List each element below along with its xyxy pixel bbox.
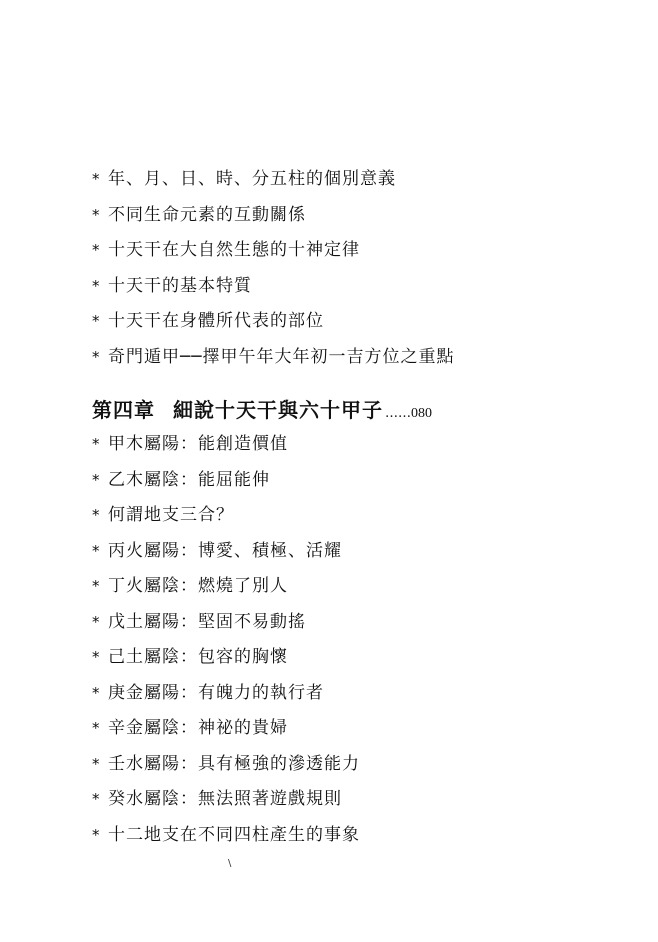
list-item-text: 奇門遁甲──擇甲午年大年初一吉方位之重點	[108, 346, 455, 367]
chapter-number: 第四章	[92, 398, 155, 422]
list-item-text: 年、月、日、時、分五柱的個別意義	[108, 169, 396, 189]
chapter-title: 細說十天干與六十甲子	[173, 398, 383, 422]
list-item	[92, 747, 360, 783]
bullet: *	[92, 612, 101, 631]
list-item	[92, 340, 454, 376]
list-item	[92, 676, 360, 712]
list-item-text: 十二地支在不同四柱產生的事象	[108, 824, 360, 845]
list-item-text: 壬水屬陽：具有極強的滲透能力	[108, 753, 360, 774]
bullet: *	[92, 577, 101, 595]
list-item	[92, 534, 360, 570]
contents-list-chapter	[92, 427, 360, 853]
list-item	[92, 605, 360, 641]
list-item-text: 庚金屬陽：有魄力的執行者	[108, 682, 324, 703]
bullet: *	[92, 205, 101, 224]
list-item-text: 丁火屬陰：燃燒了別人	[108, 576, 288, 596]
list-item	[92, 198, 454, 234]
list-item	[92, 304, 454, 340]
list-item-text: 丙火屬陽：博愛、積極、活耀	[108, 540, 342, 561]
list-item	[92, 711, 360, 747]
bullet: *	[92, 347, 101, 366]
bullet: *	[92, 541, 101, 560]
chapter-heading	[92, 392, 432, 428]
bullet: *	[92, 683, 101, 702]
bullet: *	[92, 648, 101, 666]
list-item	[92, 782, 360, 818]
list-item-text: 十天干在大自然生態的十神定律	[108, 240, 360, 260]
bullet: *	[92, 170, 101, 188]
list-item	[92, 498, 360, 534]
bullet: *	[92, 241, 101, 259]
bullet: *	[92, 470, 101, 489]
list-item-text: 戊土屬陽：堅固不易動搖	[108, 611, 306, 632]
list-item-text: 甲木屬陽：能創造價值	[108, 434, 288, 454]
list-item-text: 己土屬陰：包容的胸懷	[108, 647, 288, 667]
list-item-text: 何謂地支三合？	[108, 505, 234, 525]
bullet: *	[92, 435, 101, 453]
list-item-text: 癸水屬陰：無法照著遊戲規則	[108, 789, 342, 809]
list-item-text: 辛金屬陰：神祕的貴婦	[108, 718, 288, 738]
list-item-text: 乙木屬陰：能屈能伸	[108, 469, 270, 490]
bullet: *	[92, 312, 101, 330]
list-item	[92, 162, 454, 198]
bullet: *	[92, 506, 101, 524]
contents-list-top	[92, 162, 454, 375]
list-item	[92, 427, 360, 463]
list-item	[92, 233, 454, 269]
chapter-leader-dots: ……	[385, 406, 411, 421]
stray-mark: \	[228, 858, 232, 869]
list-item	[92, 818, 360, 854]
list-item-text: 不同生命元素的互動關係	[108, 204, 306, 225]
list-item-text: 十天干的基本特質	[108, 275, 252, 296]
bullet: *	[92, 790, 101, 808]
list-item	[92, 463, 360, 499]
list-item	[92, 269, 454, 305]
bullet: *	[92, 825, 101, 844]
chapter-page-number: 080	[411, 406, 432, 421]
list-item	[92, 569, 360, 605]
list-item-text: 十天干在身體所代表的部位	[108, 311, 324, 331]
bullet: *	[92, 719, 101, 737]
list-item	[92, 640, 360, 676]
bullet: *	[92, 276, 101, 295]
bullet: *	[92, 754, 101, 773]
